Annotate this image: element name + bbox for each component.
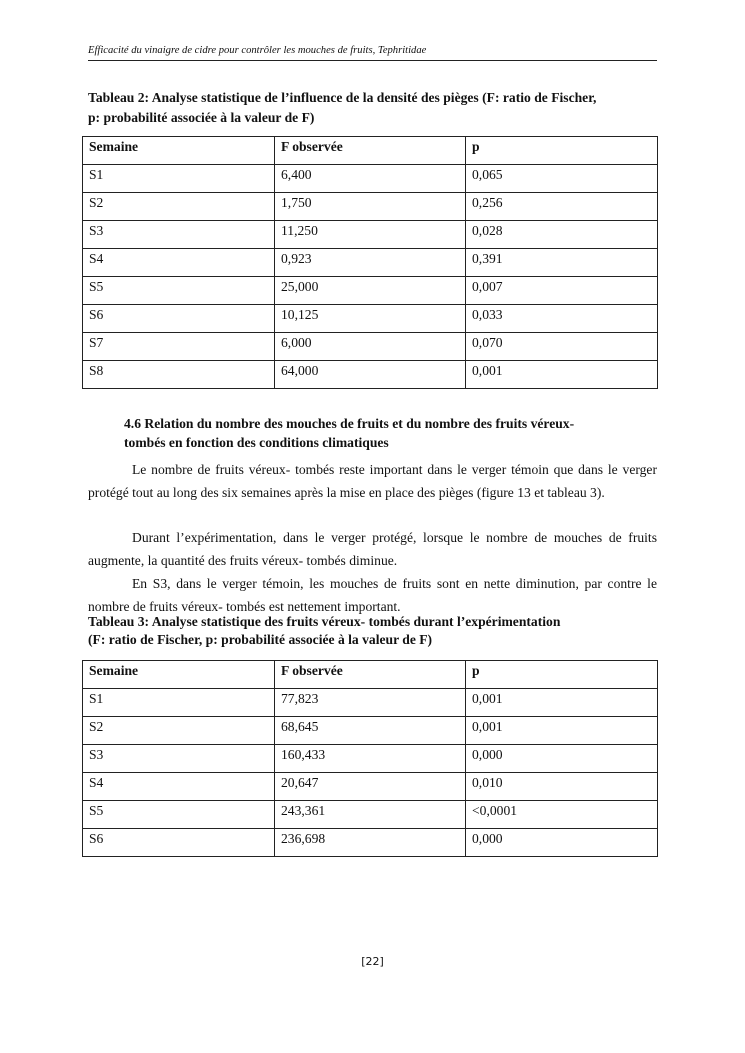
table-cell: S2: [83, 193, 275, 221]
table-row: [83, 277, 658, 305]
paragraph-3: [88, 572, 657, 618]
table2: [82, 136, 658, 389]
table-cell: S3: [83, 221, 275, 249]
table-cell: 0,391: [466, 249, 658, 277]
table-cell: S6: [83, 829, 275, 857]
table-cell: 0,028: [466, 221, 658, 249]
table-row: [83, 717, 658, 745]
table-cell: S7: [83, 333, 275, 361]
table3-header-semaine: Semaine: [83, 661, 275, 689]
table-cell: 11,250: [275, 221, 466, 249]
table-cell: 0,923: [275, 249, 466, 277]
table-row: [83, 165, 658, 193]
table2-caption: [88, 88, 660, 128]
table3-header-row: [83, 661, 658, 689]
table3-header-f: F observée: [275, 661, 466, 689]
table-cell: S8: [83, 361, 275, 389]
table-cell: 25,000: [275, 277, 466, 305]
table-cell: 0,000: [466, 745, 658, 773]
table-cell: 10,125: [275, 305, 466, 333]
table-cell: S6: [83, 305, 275, 333]
table-cell: 0,010: [466, 773, 658, 801]
table-row: [83, 249, 658, 277]
table3-caption-line2: (F: ratio de Fischer, p: probabilité associée à la valeur de F): [88, 632, 433, 647]
table-cell: 1,750: [275, 193, 466, 221]
table2-header-row: [83, 137, 658, 165]
paragraph-2-text: Durant l’expérimentation, dans le verger protégé, lorsque le nombre de mouches de fruits augmente, la quantité des fruits véreux- tombés diminue.: [88, 530, 657, 568]
table-row: [83, 773, 658, 801]
table-row: [83, 221, 658, 249]
table3: [82, 660, 658, 857]
table-cell: 236,698: [275, 829, 466, 857]
table-cell: <0,0001: [466, 801, 658, 829]
paragraph-2: [88, 526, 657, 572]
table-cell: S4: [83, 249, 275, 277]
table-row: [83, 689, 658, 717]
table-cell: 77,823: [275, 689, 466, 717]
table-row: [83, 333, 658, 361]
table-row: [83, 801, 658, 829]
table-cell: 0,001: [466, 717, 658, 745]
table-cell: S1: [83, 165, 275, 193]
table-cell: S1: [83, 689, 275, 717]
table-cell: 68,645: [275, 717, 466, 745]
table-cell: 0,070: [466, 333, 658, 361]
section-heading-line1: 4.6 Relation du nombre des mouches de fruits et du nombre des fruits véreux-: [124, 416, 575, 431]
table-row: [83, 745, 658, 773]
paragraph-1-text: Le nombre de fruits véreux- tombés reste important dans le verger témoin que dans le verger protégé tout au long des six semaines après la mise en place des pièges (figure 13 et tableau 3).: [88, 462, 657, 500]
table-cell: 243,361: [275, 801, 466, 829]
table2-header-f: F observée: [275, 137, 466, 165]
table-cell: 6,000: [275, 333, 466, 361]
table2-header-semaine: Semaine: [83, 137, 275, 165]
table3-caption: [88, 613, 660, 649]
section-heading-line2: tombés en fonction des conditions climatiques: [124, 435, 389, 450]
table2-header-p: p: [466, 137, 658, 165]
table-cell: 0,256: [466, 193, 658, 221]
paragraph-3-text: En S3, dans le verger témoin, les mouches de fruits sont en nette diminution, par contre le nombre de fruits véreux- tombés est nettement important.: [88, 576, 657, 614]
table-cell: S5: [83, 801, 275, 829]
table-cell: 0,000: [466, 829, 658, 857]
table-cell: S5: [83, 277, 275, 305]
table-cell: S2: [83, 717, 275, 745]
table-cell: S3: [83, 745, 275, 773]
table-row: [83, 193, 658, 221]
table-cell: 0,001: [466, 689, 658, 717]
paragraph-1: [88, 458, 657, 504]
table-cell: S4: [83, 773, 275, 801]
table-row: [83, 361, 658, 389]
table-row: [83, 305, 658, 333]
table3-caption-line1: Tableau 3: Analyse statistique des fruits véreux- tombés durant l’expérimentation: [88, 614, 561, 629]
table3-header-p: p: [466, 661, 658, 689]
table-cell: 20,647: [275, 773, 466, 801]
page-number: [22]: [361, 955, 384, 968]
table-row: [83, 829, 658, 857]
table-cell: 64,000: [275, 361, 466, 389]
table-cell: 0,007: [466, 277, 658, 305]
table-cell: 0,065: [466, 165, 658, 193]
running-header: Efficacité du vinaigre de cidre pour contrôler les mouches de fruits, Tephritidae: [88, 44, 657, 61]
table-cell: 160,433: [275, 745, 466, 773]
table-cell: 0,001: [466, 361, 658, 389]
table2-caption-line2: p: probabilité associée à la valeur de F): [88, 110, 315, 125]
table2-caption-line1: Tableau 2: Analyse statistique de l’influence de la densité des pièges (F: ratio de Fischer,: [88, 90, 597, 105]
table-cell: 6,400: [275, 165, 466, 193]
section-heading: [124, 414, 644, 452]
table-cell: 0,033: [466, 305, 658, 333]
